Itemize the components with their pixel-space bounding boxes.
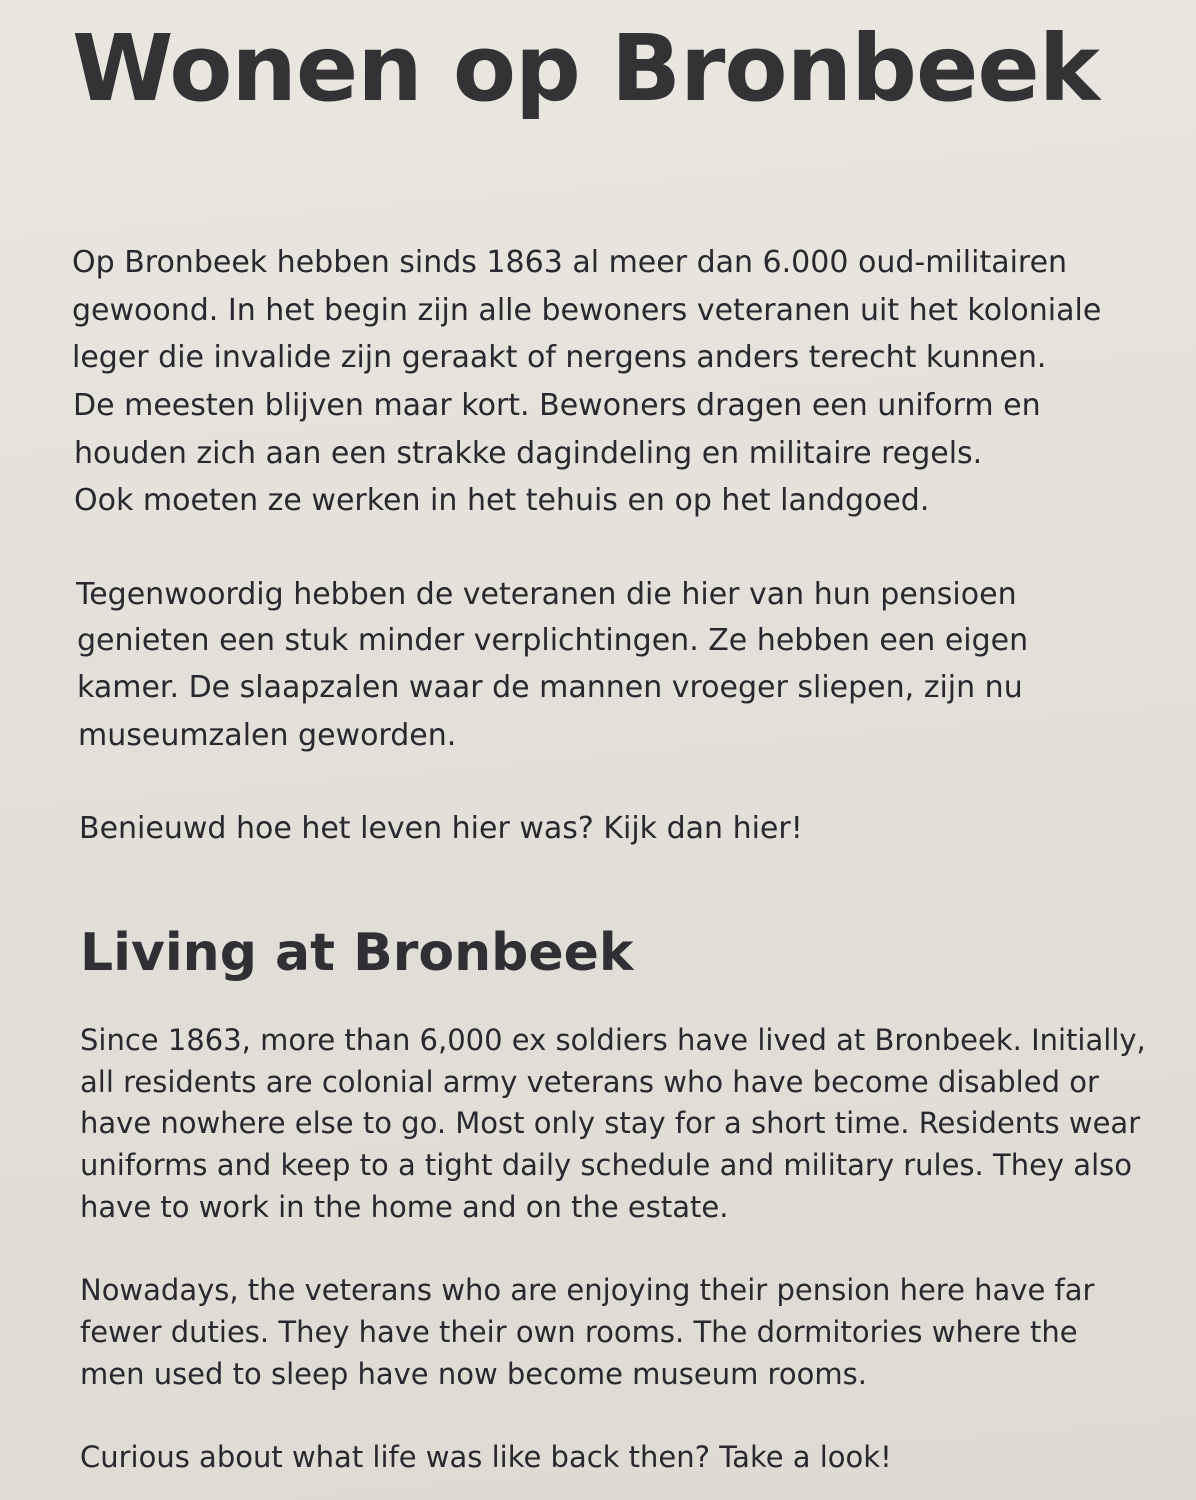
english-paragraph-1-line-2: all residents are colonial army veterans who have become disabled or: [80, 1065, 1099, 1099]
dutch-title: Wonen op Bronbeek: [72, 15, 1099, 122]
dutch-paragraph-2-line-2: genieten een stuk minder verplichtingen. Ze hebben een eigen: [77, 623, 1029, 658]
dutch-paragraph-2-line-1: Tegenwoordig hebben de veteranen die hier van hun pensioen: [76, 577, 1017, 612]
dutch-paragraph-3-line-1: Benieuwd hoe het leven hier was? Kijk dan hier!: [79, 811, 803, 846]
english-paragraph-1-line-1: Since 1863, more than 6,000 ex soldiers have lived at Bronbeek. Initially,: [80, 1023, 1146, 1057]
dutch-paragraph-2-line-4: museumzalen geworden.: [78, 718, 457, 753]
english-paragraph-1-line-3: have nowhere else to go. Most only stay for a short time. Residents wear: [80, 1106, 1141, 1140]
dutch-paragraph-1-line-4: De meesten blijven maar kort. Bewoners dragen een uniform en: [73, 388, 1041, 423]
dutch-paragraph-1-line-3: leger die invalide zijn geraakt of nergens anders terecht kunnen.: [72, 340, 1047, 375]
english-paragraph-2-line-1: Nowadays, the veterans who are enjoying their pension here have far: [80, 1273, 1095, 1307]
english-paragraph-1-line-5: have to work in the home and on the estate.: [80, 1190, 729, 1224]
dutch-paragraph-1-line-1: Op Bronbeek hebben sinds 1863 al meer dan 6.000 oud-militairen: [72, 245, 1068, 280]
dutch-paragraph-1-line-2: gewoond. In het begin zijn alle bewoners veteranen uit het koloniale: [72, 293, 1102, 328]
dutch-paragraph-1-line-5: houden zich aan een strakke dagindeling en militaire regels.: [74, 436, 983, 471]
english-paragraph-2-line-3: men used to sleep have now become museum rooms.: [80, 1357, 867, 1391]
english-title: Living at Bronbeek: [80, 923, 634, 983]
dutch-paragraph-1-line-6: Ook moeten ze werken in het tehuis en op het landgoed.: [74, 483, 930, 518]
english-paragraph-2-line-2: fewer duties. They have their own rooms. The dormitories where the: [80, 1315, 1078, 1349]
english-paragraph-3-line-1: Curious about what life was like back then? Take a look!: [80, 1440, 892, 1474]
english-paragraph-1-line-4: uniforms and keep to a tight daily schedule and military rules. They also: [80, 1148, 1132, 1182]
dutch-paragraph-2-line-3: kamer. De slaapzalen waar de mannen vroeger sliepen, zijn nu: [77, 670, 1023, 705]
